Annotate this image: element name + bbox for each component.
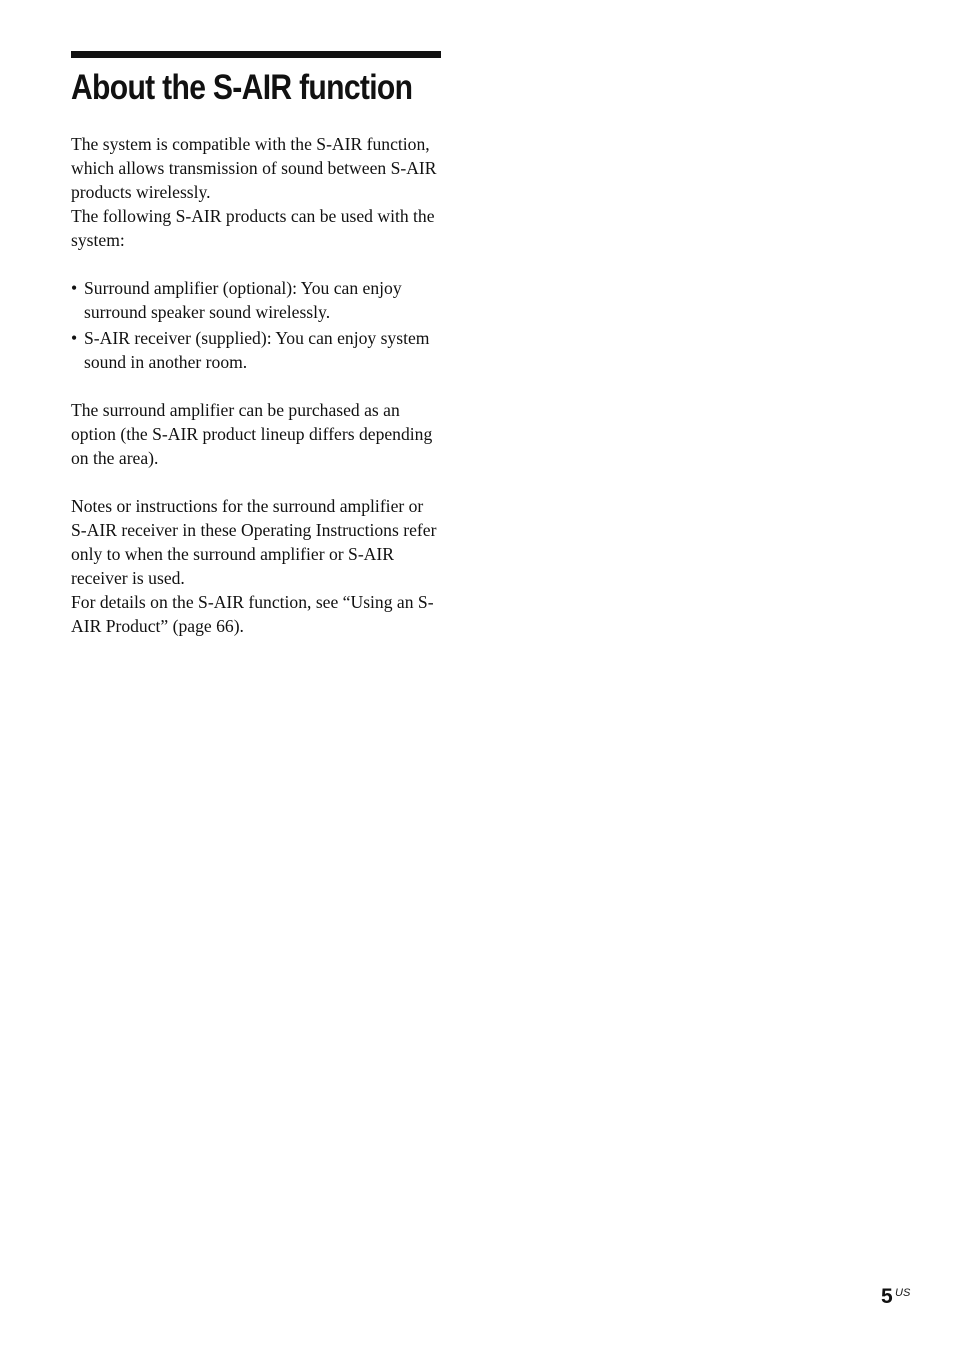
intro-paragraph-1: The system is compatible with the S-AIR function, which allows transmission of sound between S-AIR products wirelessly. — [71, 134, 437, 202]
notes-paragraph-1: Notes or instructions for the surround amplifier or S-AIR receiver in these Operating Instructions refer only to when the surround amplifier or S-AIR receiver is used. — [71, 496, 437, 588]
body-text — [71, 132, 443, 638]
product-list — [71, 276, 443, 374]
list-item-text: Surround amplifier (optional): You can enjoy surround speaker sound wirelessly. — [84, 278, 402, 322]
intro-paragraph-2: The following S-AIR products can be used with the system: — [71, 206, 435, 250]
page-region-suffix: US — [895, 1287, 911, 1299]
bullet-icon: • — [71, 328, 78, 348]
page-number: 5 — [881, 1285, 893, 1308]
list-item-text: S-AIR receiver (supplied): You can enjoy system sound in another room. — [84, 328, 430, 372]
notes-paragraph-2: For details on the S-AIR function, see “Using an S-AIR Product” (page 66). — [71, 592, 434, 636]
main-column — [71, 51, 443, 638]
intro-block — [71, 132, 443, 252]
notes-block — [71, 494, 443, 638]
title-rule — [71, 51, 441, 58]
page-title: About the S-AIR function — [71, 68, 413, 107]
purchase-paragraph: The surround amplifier can be purchased as an option (the S-AIR product lineup differs depending on the area). — [71, 400, 433, 468]
bullet-icon: • — [71, 278, 78, 298]
list-item — [71, 276, 443, 324]
list-item — [71, 326, 443, 374]
